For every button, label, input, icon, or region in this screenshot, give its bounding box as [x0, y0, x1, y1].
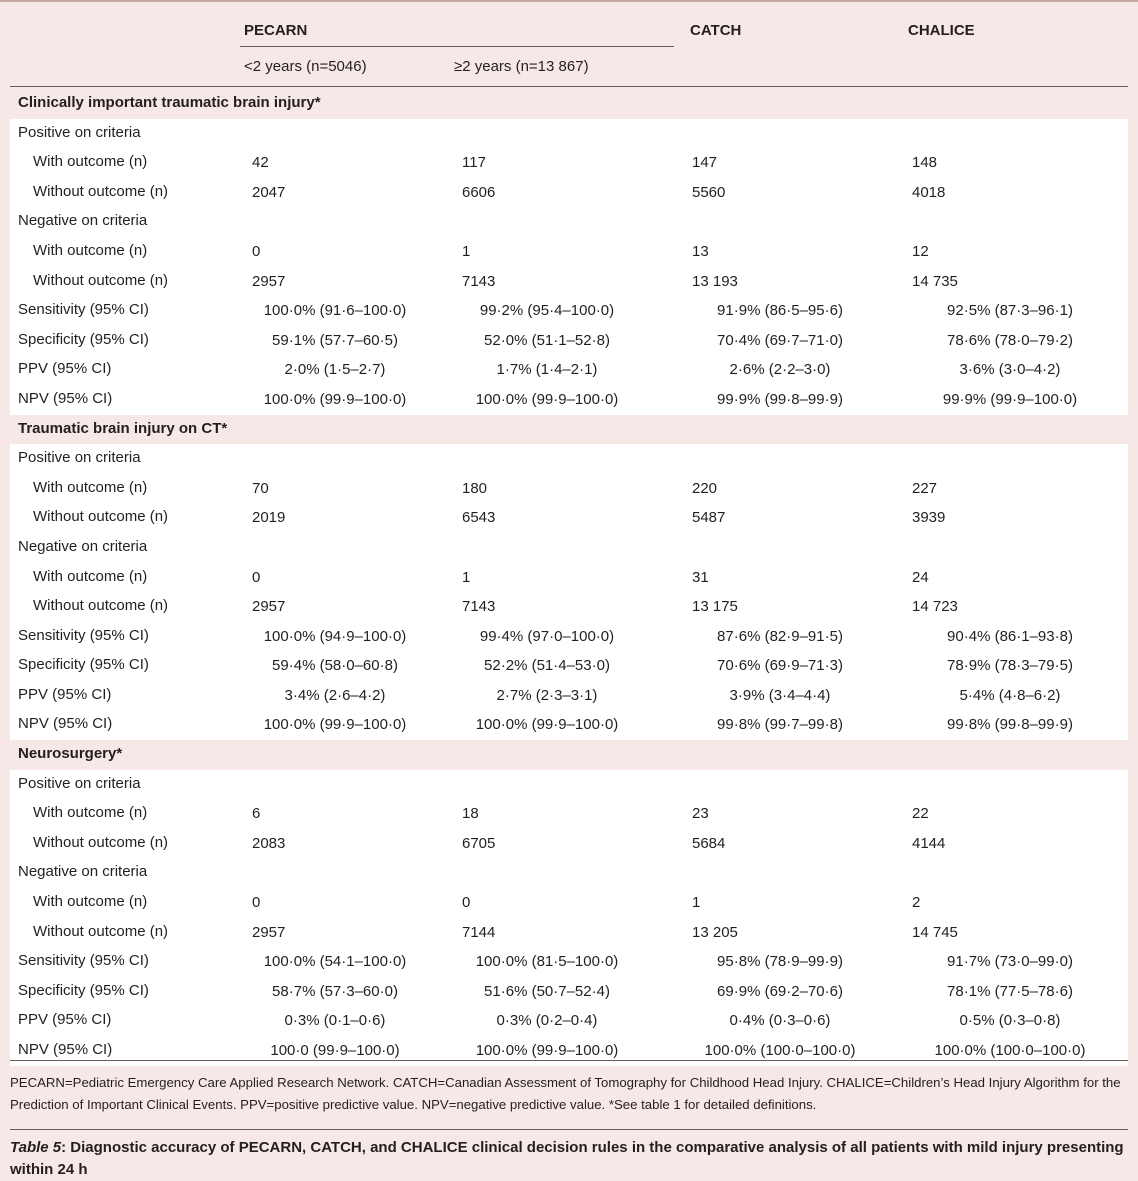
row-label: Without outcome (n) [33, 922, 169, 940]
table-row [10, 681, 1128, 711]
cell-pecarn-over-2: 52·2% (51·4–53·0) [484, 657, 610, 675]
cell-catch: 13 193 [692, 272, 738, 290]
cell-pecarn-under-2: 100·0% (99·9–100·0) [263, 716, 407, 734]
cell-catch: 70·6% (69·9–71·3) [717, 657, 843, 675]
row-label: Specificity (95% CI) [18, 330, 149, 348]
section-title: Traumatic brain injury on CT* [18, 419, 228, 437]
table-row [10, 474, 1128, 504]
cell-chalice: 14 723 [912, 598, 958, 616]
cell-chalice: 3939 [912, 509, 946, 527]
cell-chalice: 2 [912, 894, 921, 912]
cell-pecarn-over-2: 100·0% (81·5–100·0) [475, 953, 619, 971]
cell-catch: 69·9% (69·2–70·6) [717, 982, 843, 1000]
subheader-over-2-years: ≥2 years (n=13 867) [454, 58, 589, 75]
row-label: Without outcome (n) [33, 271, 169, 289]
row-label: With outcome (n) [33, 241, 148, 259]
table-row [10, 918, 1128, 948]
row-label: PPV (95% CI) [18, 1011, 112, 1029]
caption-rule [10, 1129, 1128, 1130]
table-row [10, 267, 1128, 297]
cell-pecarn-over-2: 7143 [462, 598, 496, 616]
cell-catch: 2·6% (2·2–3·0) [729, 361, 831, 379]
cell-chalice: 12 [912, 242, 929, 260]
cell-pecarn-under-2: 100·0% (54·1–100·0) [263, 953, 407, 971]
cell-pecarn-over-2: 6543 [462, 509, 496, 527]
table-row [10, 563, 1128, 593]
table-row [10, 710, 1128, 740]
cell-catch: 5684 [692, 834, 726, 852]
cell-pecarn-over-2: 6705 [462, 834, 496, 852]
row-label: Specificity (95% CI) [18, 656, 149, 674]
cell-pecarn-under-2: 2083 [252, 834, 286, 852]
row-label: Negative on criteria [18, 537, 148, 555]
cell-pecarn-over-2: 100·0% (99·9–100·0) [475, 716, 619, 734]
table-row [10, 799, 1128, 829]
caption-text: : Diagnostic accuracy of PECARN, CATCH, and CHALICE clinical decision rules in the comparative analysis of all patients with mild injury presenting within 24 h [10, 1139, 1124, 1178]
row-label: Without outcome (n) [33, 182, 169, 200]
row-label: PPV (95% CI) [18, 685, 112, 703]
cell-pecarn-under-2: 2957 [252, 272, 286, 290]
cell-pecarn-under-2: 0 [252, 242, 261, 260]
footnote-rule [10, 1060, 1128, 1061]
cell-chalice: 14 745 [912, 923, 958, 941]
cell-pecarn-under-2: 100·0% (91·6–100·0) [263, 302, 407, 320]
cell-catch: 5487 [692, 509, 726, 527]
header-pecarn: PECARN [244, 22, 308, 39]
cell-chalice: 99·9% (99·9–100·0) [942, 390, 1078, 408]
section-header-row [10, 89, 1128, 119]
cell-catch: 0·4% (0·3–0·6) [729, 1012, 831, 1030]
cell-pecarn-over-2: 117 [462, 154, 486, 172]
table-row [10, 207, 1128, 237]
subheader-under-2-years: <2 years (n=5046) [244, 58, 367, 75]
cell-pecarn-over-2: 18 [462, 805, 479, 823]
cell-chalice: 78·9% (78·3–79·5) [947, 657, 1073, 675]
cell-catch: 13 205 [692, 923, 738, 941]
cell-chalice: 24 [912, 568, 929, 586]
cell-pecarn-over-2: 1 [462, 568, 471, 586]
row-label: With outcome (n) [33, 478, 148, 496]
row-label: Without outcome (n) [33, 597, 169, 615]
row-label: Sensitivity (95% CI) [18, 952, 149, 970]
cell-catch: 100·0% (100·0–100·0) [704, 1042, 856, 1059]
cell-pecarn-under-2: 100·0 (99·9–100·0) [270, 1042, 400, 1059]
row-label: Negative on criteria [18, 863, 148, 881]
row-label: PPV (95% CI) [18, 360, 112, 378]
cell-chalice: 0·5% (0·3–0·8) [959, 1012, 1061, 1030]
cell-pecarn-under-2: 100·0% (94·9–100·0) [263, 627, 407, 645]
cell-catch: 87·6% (82·9–91·5) [717, 627, 843, 645]
table-row [10, 977, 1128, 1007]
table-row [10, 326, 1128, 356]
cell-chalice: 148 [912, 154, 938, 172]
table-row [10, 119, 1128, 149]
row-label: NPV (95% CI) [18, 715, 113, 733]
row-label: Positive on criteria [18, 123, 141, 141]
table-row [10, 1036, 1128, 1066]
cell-pecarn-over-2: 51·6% (50·7–52·4) [484, 982, 610, 1000]
cell-pecarn-over-2: 99·4% (97·0–100·0) [479, 627, 615, 645]
cell-pecarn-over-2: 0·3% (0·2–0·4) [496, 1012, 598, 1030]
row-label: Positive on criteria [18, 774, 141, 792]
pecarn-column-rule [240, 46, 674, 47]
table-body [10, 89, 1128, 1066]
row-label: Specificity (95% CI) [18, 981, 149, 999]
table-row [10, 444, 1128, 474]
cell-chalice: 4018 [912, 183, 946, 201]
cell-catch: 220 [692, 479, 718, 497]
cell-pecarn-over-2: 1·7% (1·4–2·1) [496, 361, 598, 379]
cell-pecarn-over-2: 7143 [462, 272, 496, 290]
cell-pecarn-under-2: 0·3% (0·1–0·6) [284, 1012, 386, 1030]
cell-catch: 13 [692, 242, 709, 260]
cell-pecarn-over-2: 6606 [462, 183, 496, 201]
table-row [10, 178, 1128, 208]
row-label: NPV (95% CI) [18, 1041, 113, 1058]
row-label: Negative on criteria [18, 212, 148, 230]
row-label: With outcome (n) [33, 567, 148, 585]
table-row [10, 148, 1128, 178]
header-rule [10, 86, 1128, 87]
cell-pecarn-under-2: 2019 [252, 509, 286, 527]
row-label: With outcome (n) [33, 804, 148, 822]
cell-chalice: 92·5% (87·3–96·1) [947, 302, 1073, 320]
cell-catch: 99·8% (99·7–99·8) [717, 716, 843, 734]
cell-chalice: 90·4% (86·1–93·8) [947, 627, 1073, 645]
table-row [10, 533, 1128, 563]
table-row [10, 858, 1128, 888]
row-label: Without outcome (n) [33, 833, 169, 851]
cell-pecarn-over-2: 1 [462, 242, 471, 260]
table-caption [10, 1137, 1124, 1181]
row-label: With outcome (n) [33, 893, 148, 911]
cell-pecarn-under-2: 6 [252, 805, 261, 823]
cell-catch: 23 [692, 805, 709, 823]
cell-chalice: 100·0% (100·0–100·0) [934, 1042, 1086, 1059]
cell-catch: 95·8% (78·9–99·9) [717, 953, 843, 971]
cell-chalice: 91·7% (73·0–99·0) [947, 953, 1073, 971]
cell-pecarn-over-2: 52·0% (51·1–52·8) [484, 331, 610, 349]
cell-chalice: 22 [912, 805, 929, 823]
table-row [10, 592, 1128, 622]
cell-pecarn-under-2: 59·4% (58·0–60·8) [272, 657, 398, 675]
cell-pecarn-over-2: 0 [462, 894, 471, 912]
cell-chalice: 5·4% (4·8–6·2) [959, 686, 1061, 704]
table-row [10, 888, 1128, 918]
cell-catch: 31 [692, 568, 709, 586]
row-label: NPV (95% CI) [18, 389, 113, 407]
cell-catch: 5560 [692, 183, 726, 201]
cell-pecarn-under-2: 0 [252, 894, 261, 912]
cell-pecarn-under-2: 0 [252, 568, 261, 586]
cell-catch: 70·4% (69·7–71·0) [717, 331, 843, 349]
table-row [10, 770, 1128, 800]
cell-pecarn-under-2: 70 [252, 479, 269, 497]
cell-pecarn-under-2: 2957 [252, 923, 286, 941]
cell-pecarn-over-2: 7144 [462, 923, 496, 941]
cell-pecarn-under-2: 3·4% (2·6–4·2) [284, 686, 386, 704]
header-chalice: CHALICE [908, 22, 975, 39]
cell-pecarn-over-2: 2·7% (2·3–3·1) [496, 686, 598, 704]
row-label: Without outcome (n) [33, 508, 169, 526]
cell-pecarn-under-2: 2957 [252, 598, 286, 616]
cell-pecarn-under-2: 59·1% (57·7–60·5) [272, 331, 398, 349]
header-catch: CATCH [690, 22, 742, 39]
table-row [10, 1006, 1128, 1036]
cell-chalice: 14 735 [912, 272, 958, 290]
cell-pecarn-over-2: 180 [462, 479, 488, 497]
row-label: With outcome (n) [33, 153, 148, 171]
cell-pecarn-under-2: 2·0% (1·5–2·7) [284, 361, 386, 379]
cell-chalice: 227 [912, 479, 938, 497]
table-row [10, 829, 1128, 859]
row-label: Sensitivity (95% CI) [18, 301, 149, 319]
row-label: Sensitivity (95% CI) [18, 626, 149, 644]
cell-pecarn-under-2: 100·0% (99·9–100·0) [263, 390, 407, 408]
table-row [10, 385, 1128, 415]
cell-pecarn-over-2: 100·0% (99·9–100·0) [475, 1042, 619, 1059]
cell-catch: 147 [692, 154, 718, 172]
table-row [10, 237, 1128, 267]
section-title: Neurosurgery* [18, 745, 123, 763]
table-row [10, 651, 1128, 681]
row-label: Positive on criteria [18, 449, 141, 467]
table-row [10, 947, 1128, 977]
cell-chalice: 78·1% (77·5–78·6) [947, 982, 1073, 1000]
table-footnote: PECARN=Pediatric Emergency Care Applied Research Network. CATCH=Canadian Assessment of Tomography for Childhood Head Injury. CHALICE=Children’s Head Injury Algorithm for the Prediction of Important Clinical Events. PPV=positive predictive value. NPV=negative predictive value. *See table 1 for detailed definitions. [10, 1075, 1121, 1112]
cell-pecarn-over-2: 100·0% (99·9–100·0) [475, 390, 619, 408]
cell-pecarn-under-2: 58·7% (57·3–60·0) [272, 982, 398, 1000]
cell-catch: 91·9% (86·5–95·6) [717, 302, 843, 320]
cell-chalice: 3·6% (3·0–4·2) [959, 361, 1061, 379]
cell-pecarn-over-2: 99·2% (95·4–100·0) [479, 302, 615, 320]
table-row [10, 503, 1128, 533]
section-title: Clinically important traumatic brain injury* [18, 94, 321, 111]
cell-catch: 1 [692, 894, 701, 912]
table-number: Table 5 [10, 1139, 62, 1156]
cell-chalice: 78·6% (78·0–79·2) [947, 331, 1073, 349]
cell-catch: 99·9% (99·8–99·9) [717, 390, 843, 408]
cell-chalice: 99·8% (99·8–99·9) [947, 716, 1073, 734]
cell-chalice: 4144 [912, 834, 946, 852]
cell-pecarn-under-2: 2047 [252, 183, 286, 201]
cell-catch: 3·9% (3·4–4·4) [729, 686, 831, 704]
table-row [10, 355, 1128, 385]
table-row [10, 622, 1128, 652]
cell-pecarn-under-2: 42 [252, 154, 269, 172]
table-row [10, 296, 1128, 326]
section-header-row [10, 415, 1128, 445]
section-header-row [10, 740, 1128, 770]
cell-catch: 13 175 [692, 598, 738, 616]
